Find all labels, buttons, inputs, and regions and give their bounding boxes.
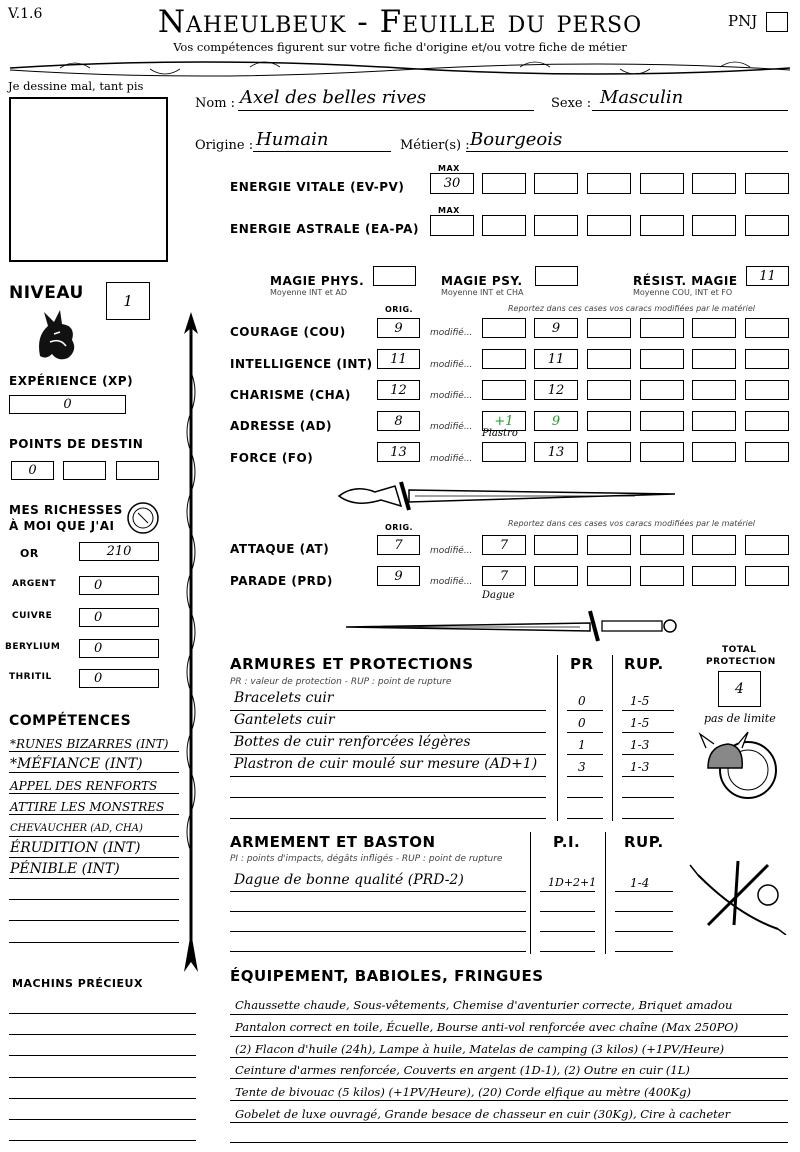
modif-label: modifié...: [430, 360, 473, 370]
ea-label: ENERGIE ASTRALE (EA-PA): [230, 222, 419, 236]
carac-mod-box[interactable]: [640, 380, 684, 400]
report-note: Reportez dans ces cases vos caracs modifiées par le matériel: [508, 519, 755, 528]
carac-mod-box[interactable]: [587, 349, 631, 369]
equipement-line[interactable]: Gobelet de luxe ouvragé, Grande besace de chasseur en cuir (30Kg), Cire à cacheter: [235, 1107, 731, 1121]
carac-mod-box[interactable]: [692, 318, 736, 338]
carac-mod-box[interactable]: +1: [482, 411, 526, 431]
ev-box[interactable]: [745, 173, 789, 194]
combat-mod-box[interactable]: [745, 535, 789, 555]
richesses-label-2: À MOI QUE J'AI: [9, 519, 115, 533]
combat-orig-box[interactable]: 7: [377, 535, 420, 555]
carac-mod-box[interactable]: [745, 380, 789, 400]
vine-ornament-icon: [0, 52, 800, 82]
competence-item[interactable]: *RUNES BIZARRES (INT): [10, 737, 169, 751]
ea-box[interactable]: [482, 215, 526, 236]
ea-box[interactable]: [587, 215, 631, 236]
carac-mod-box[interactable]: [692, 380, 736, 400]
armure-pr[interactable]: 1: [578, 738, 586, 752]
armures-title: ARMURES ET PROTECTIONS: [230, 655, 474, 673]
armure-pr[interactable]: 0: [578, 694, 586, 708]
equipement-line[interactable]: (2) Flacon d'huile (24h), Lampe à huile, Matelas de camping (3 kilos) (+1PV/Heure): [235, 1042, 725, 1056]
armures-sub: PR : valeur de protection - RUP : point de rupture: [230, 677, 452, 687]
thritil-box[interactable]: 0: [79, 669, 159, 688]
pnj-checkbox[interactable]: [766, 12, 788, 32]
carac-mod-box[interactable]: 9: [534, 411, 578, 431]
carac-label: INTELLIGENCE (INT): [230, 357, 373, 371]
combat-mod-box[interactable]: [534, 535, 578, 555]
magie-psy-box[interactable]: [535, 266, 578, 286]
modif-label: modifié...: [430, 454, 473, 464]
modif-label: modifié...: [430, 422, 473, 432]
destin-label: POINTS DE DESTIN: [9, 437, 144, 451]
carac-orig-box[interactable]: 12: [377, 380, 420, 400]
modif-label: modifié...: [430, 577, 473, 587]
richesses-label-1: MES RICHESSES: [9, 503, 123, 517]
or-box[interactable]: 210: [79, 542, 159, 561]
carac-label: FORCE (FO): [230, 451, 314, 465]
competence-item[interactable]: ATTIRE LES MONSTRES: [10, 800, 165, 814]
ev-box[interactable]: [692, 173, 736, 194]
sword-icon: [335, 478, 685, 514]
carac-label: COURAGE (COU): [230, 325, 346, 339]
arme-rup[interactable]: 1-4: [630, 876, 650, 890]
sexe-label: Sexe :: [551, 96, 592, 111]
berylium-label: BERYLIUM: [5, 642, 61, 652]
xp-box[interactable]: 0: [9, 395, 126, 414]
magie-phys-label: MAGIE PHYS.: [270, 274, 365, 288]
equipement-title: ÉQUIPEMENT, BABIOLES, FRINGUES: [230, 967, 544, 985]
armure-name[interactable]: Bottes de cuir renforcées légères: [234, 734, 471, 750]
total-protection-box[interactable]: 4: [718, 671, 761, 707]
ea-max-box[interactable]: [430, 215, 474, 236]
modif-label: modifié...: [430, 328, 473, 338]
resist-magie-label: RÉSIST. MAGIE: [633, 274, 738, 288]
portrait-box[interactable]: [9, 97, 168, 262]
carac-mod-box[interactable]: 13: [534, 442, 578, 462]
carac-mod-box[interactable]: [482, 380, 526, 400]
combat-mod-box[interactable]: [692, 535, 736, 555]
coin-icon: [126, 501, 160, 535]
or-label: OR: [20, 547, 39, 560]
combat-mod-box[interactable]: [692, 566, 736, 586]
xp-label: EXPÉRIENCE (XP): [9, 374, 134, 388]
ev-box[interactable]: [587, 173, 631, 194]
magie-phys-box[interactable]: [373, 266, 416, 286]
armure-rup[interactable]: 1-5: [630, 716, 650, 730]
competence-item[interactable]: PÉNIBLE (INT): [10, 861, 120, 877]
armure-pr[interactable]: 0: [578, 716, 586, 730]
sword-icon: [340, 605, 690, 645]
armement-title: ARMEMENT ET BASTON: [230, 833, 436, 851]
carac-mod-box[interactable]: [587, 380, 631, 400]
armure-rup[interactable]: 1-5: [630, 694, 650, 708]
carac-mod-box[interactable]: [587, 411, 631, 431]
magie-phys-sub: Moyenne INT et AD: [270, 288, 348, 297]
combat-mod-box[interactable]: 7: [482, 535, 526, 555]
total-label-1: TOTAL: [722, 645, 757, 655]
carac-mod-box[interactable]: [692, 411, 736, 431]
combat-mod-box[interactable]: [745, 566, 789, 586]
argent-box[interactable]: 0: [79, 576, 159, 595]
resist-magie-box[interactable]: 11: [746, 266, 789, 286]
combat-mod-box[interactable]: [587, 566, 631, 586]
carac-mod-box[interactable]: [745, 349, 789, 369]
ea-box[interactable]: [745, 215, 789, 236]
carac-mod-box[interactable]: [745, 442, 789, 462]
ev-box[interactable]: [534, 173, 578, 194]
competence-item[interactable]: ÉRUDITION (INT): [10, 840, 141, 856]
berylium-box[interactable]: 0: [79, 639, 159, 658]
competences-label: COMPÉTENCES: [9, 713, 132, 729]
col-rup: RUP.: [624, 833, 664, 851]
carac-mod-box[interactable]: [587, 442, 631, 462]
carac-mod-box[interactable]: [482, 442, 526, 462]
weapons-icon: [688, 855, 788, 935]
niveau-box[interactable]: 1: [106, 282, 150, 320]
orig-label: ORIG.: [385, 523, 414, 532]
helmet-shield-icon: [698, 728, 778, 808]
pnj-label: PNJ: [728, 12, 758, 30]
subtitle: Vos compétences figurent sur votre fiche d'origine et/ou votre fiche de métier: [173, 40, 627, 54]
resist-magie-sub: Moyenne COU, INT et FO: [633, 288, 733, 297]
combat-mod-box[interactable]: [587, 535, 631, 555]
carac-mod-box[interactable]: [692, 442, 736, 462]
col-pi: P.I.: [553, 833, 581, 851]
carac-mod-box[interactable]: [745, 411, 789, 431]
machins-label: MACHINS PRÉCIEUX: [12, 977, 143, 990]
competence-item[interactable]: APPEL DES RENFORTS: [10, 779, 158, 793]
ev-max-label: MAX: [438, 164, 460, 173]
cuivre-label: CUIVRE: [12, 611, 53, 621]
carac-mod-box[interactable]: [692, 349, 736, 369]
combat-mod-box[interactable]: 7: [482, 566, 526, 586]
modif-label: modifié...: [430, 391, 473, 401]
mod-note: Dague: [482, 590, 515, 601]
destin-box[interactable]: [63, 461, 106, 480]
combat-mod-box[interactable]: [640, 566, 684, 586]
ev-max-box[interactable]: 30: [430, 173, 474, 194]
nom-label: Nom :: [195, 96, 236, 111]
ea-box[interactable]: [534, 215, 578, 236]
armure-name[interactable]: Plastron de cuir moulé sur mesure (AD+1): [234, 756, 538, 772]
competence-item[interactable]: CHEVAUCHER (AD, CHA): [10, 823, 143, 834]
page-title: Naheulbeuk - Feuille du perso: [157, 4, 643, 40]
metier-value[interactable]: Bourgeois: [470, 129, 563, 150]
armement-sub: PI : points d'impacts, dégâts infligés - RUP : point de rupture: [230, 854, 503, 864]
carac-mod-box[interactable]: 11: [534, 349, 578, 369]
version-label: V.1.6: [8, 6, 43, 22]
armure-rup[interactable]: 1-3: [630, 760, 650, 774]
armure-pr[interactable]: 3: [578, 760, 586, 774]
origine-label: Origine :: [195, 138, 254, 153]
carac-mod-box[interactable]: 12: [534, 380, 578, 400]
combat-orig-box[interactable]: 9: [377, 566, 420, 586]
carac-label: ADRESSE (AD): [230, 419, 333, 433]
modif-label: modifié...: [430, 546, 473, 556]
ev-box[interactable]: [482, 173, 526, 194]
carac-label: CHARISME (CHA): [230, 388, 351, 402]
sexe-value[interactable]: Masculin: [600, 87, 684, 108]
carac-mod-box[interactable]: [640, 349, 684, 369]
arme-name[interactable]: Dague de bonne qualité (PRD-2): [234, 872, 464, 888]
equipement-line[interactable]: Pantalon correct en toile, Écuelle, Bourse anti-vol renforcée avec chaîne (Max 250PO): [235, 1020, 739, 1034]
carac-orig-box[interactable]: 11: [377, 349, 420, 369]
spear-icon: [180, 312, 202, 972]
dragon-icon: [32, 306, 80, 364]
portrait-caption: Je dessine mal, tant pis: [8, 79, 144, 93]
equipement-line[interactable]: Chaussette chaude, Sous-vêtements, Chemise d'aventurier correcte, Briquet amadou: [235, 998, 733, 1012]
nom-value[interactable]: Axel des belles rives: [240, 87, 427, 108]
ev-label: ENERGIE VITALE (EV-PV): [230, 180, 405, 194]
orig-label: ORIG.: [385, 305, 414, 314]
ea-box[interactable]: [640, 215, 684, 236]
combat-mod-box[interactable]: [534, 566, 578, 586]
carac-mod-box[interactable]: [482, 318, 526, 338]
destin-box[interactable]: [116, 461, 159, 480]
carac-mod-box[interactable]: [745, 318, 789, 338]
destin-box[interactable]: 0: [11, 461, 54, 480]
thritil-label: THRITIL: [9, 672, 52, 682]
total-label-2: PROTECTION: [706, 657, 776, 667]
cuivre-box[interactable]: 0: [79, 608, 159, 627]
report-note: Reportez dans ces cases vos caracs modifiées par le matériel: [508, 304, 755, 313]
ea-max-label: MAX: [438, 206, 460, 215]
armure-name[interactable]: Bracelets cuir: [234, 690, 334, 706]
niveau-label: NIVEAU: [9, 283, 84, 303]
equipement-line[interactable]: Ceinture d'armes renforcée, Couverts en argent (1D-1), (2) Outre en cuir (1L): [235, 1063, 690, 1077]
armure-name[interactable]: Gantelets cuir: [234, 712, 335, 728]
combat-label: PARADE (PRD): [230, 574, 333, 588]
competence-item[interactable]: *MÉFIANCE (INT): [10, 756, 143, 772]
carac-mod-box[interactable]: [640, 318, 684, 338]
carac-mod-box[interactable]: [640, 411, 684, 431]
carac-mod-box[interactable]: [640, 442, 684, 462]
magie-psy-sub: Moyenne INT et CHA: [441, 288, 524, 297]
metier-label: Métier(s) :: [400, 138, 470, 153]
armure-rup[interactable]: 1-3: [630, 738, 650, 752]
limit-note: pas de limite: [704, 712, 776, 725]
ea-box[interactable]: [692, 215, 736, 236]
equipement-line[interactable]: Tente de bivouac (5 kilos) (+1PV/Heure), (20) Corde elfique au mètre (400Kg): [235, 1085, 691, 1099]
origine-value[interactable]: Humain: [256, 129, 329, 150]
col-rup: RUP.: [624, 655, 664, 673]
carac-orig-box[interactable]: 9: [377, 318, 420, 338]
carac-orig-box[interactable]: 8: [377, 411, 420, 431]
mod-note: Plastro: [482, 428, 518, 439]
ev-box[interactable]: [640, 173, 684, 194]
arme-pi[interactable]: 1D+2+1: [548, 876, 597, 889]
combat-mod-box[interactable]: [640, 535, 684, 555]
carac-mod-box[interactable]: [482, 349, 526, 369]
col-pr: PR: [570, 655, 594, 673]
combat-label: ATTAQUE (AT): [230, 542, 330, 556]
argent-label: ARGENT: [12, 579, 57, 589]
carac-orig-box[interactable]: 13: [377, 442, 420, 462]
magie-psy-label: MAGIE PSY.: [441, 274, 523, 288]
carac-mod-box[interactable]: [587, 318, 631, 338]
carac-mod-box[interactable]: 9: [534, 318, 578, 338]
